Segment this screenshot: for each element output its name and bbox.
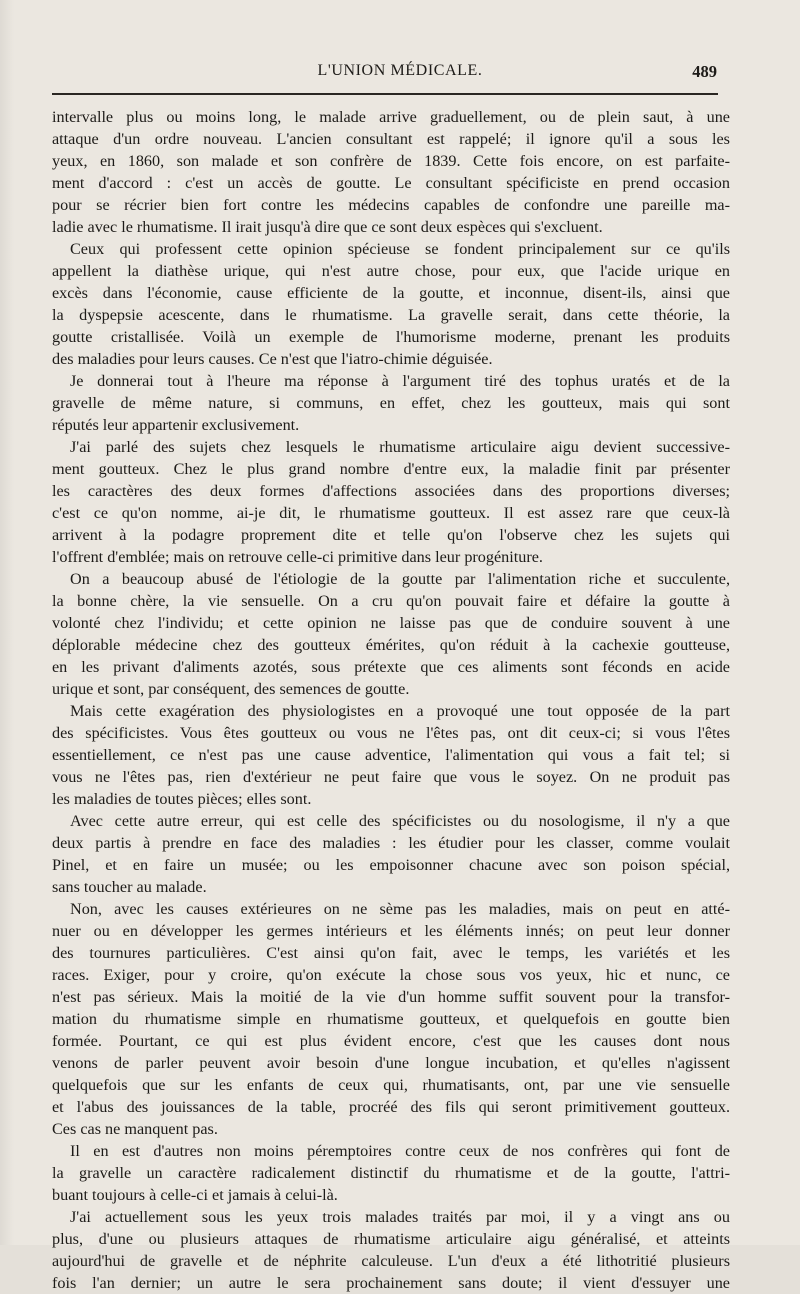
text-line: c'est ce qu'on nomme, ai-je dit, le rhumatisme goutteux. Il est assez rare que ceux-là bbox=[52, 504, 730, 522]
text-line: quelquefois que sur les enfants de ceux qui, rhumatisants, ont, par une vie sensuelle bbox=[52, 1076, 730, 1094]
text-line: Je donnerai tout à l'heure ma réponse à l'argument tiré des tophus uratés et de la bbox=[70, 372, 730, 390]
text-line: en les privant d'aliments azotés, sous prétexte que ces aliments sont féconds en acide bbox=[52, 658, 730, 676]
text-line: gravelle de même nature, si communs, en effet, chez les goutteux, mais qui sont bbox=[52, 394, 730, 412]
text-line: J'ai actuellement sous les yeux trois malades traités par moi, il y a vingt ans ou bbox=[70, 1208, 730, 1226]
text-line: nuer ou en développer les germes intérieurs et les éléments innés; on peut leur donner bbox=[52, 922, 730, 940]
text-line: Avec cette autre erreur, qui est celle des spécificistes ou du nosologisme, il n'y a que bbox=[70, 812, 730, 830]
text-line: plus, d'une ou plusieurs attaques de rhumatisme articulaire aigu généralisé, et atteints bbox=[52, 1230, 730, 1248]
text-line: attaque d'un ordre nouveau. L'ancien consultant est rappelé; il ignore qu'il a sous les bbox=[52, 130, 730, 148]
text-line: sans toucher au malade. bbox=[52, 878, 207, 896]
text-line: urique et sont, par conséquent, des semences de goutte. bbox=[52, 680, 410, 698]
text-line: aujourd'hui de gravelle et de néphrite calculeuse. L'un d'eux a été lithotritié plusieurs bbox=[52, 1252, 730, 1270]
text-line: Ces cas ne manquent pas. bbox=[52, 1120, 218, 1138]
text-line: ladie avec le rhumatisme. Il irait jusqu'à dire que ce sont deux espèces qui s'excluent. bbox=[52, 218, 603, 236]
text-line: la gravelle un caractère radicalement distinctif du rhumatisme et de la goutte, l'attri- bbox=[52, 1164, 730, 1182]
text-line: ment goutteux. Chez le plus grand nombre d'entre eux, la maladie finit par présenter bbox=[52, 460, 730, 478]
text-line: et l'abus des jouissances de la table, procréé des fils qui seront primitivement goutteux. bbox=[52, 1098, 730, 1116]
text-line: goutte cristallisée. Voilà un exemple de l'humorisme moderne, prenant les produits bbox=[52, 328, 730, 346]
text-line: excès dans l'économie, cause efficiente de la goutte, et inconnue, disent-ils, ainsi que bbox=[52, 284, 730, 302]
journal-title: L'UNION MÉDICALE. bbox=[317, 62, 483, 79]
text-line: réputés leur appartenir exclusivement. bbox=[52, 416, 300, 434]
text-line: la bonne chère, la vie sensuelle. On a cru qu'on pouvait faire et défaire la goutte à bbox=[52, 592, 730, 610]
text-line: buant toujours à celle-ci et jamais à celui-là. bbox=[52, 1186, 338, 1204]
text-line: Pinel, et en faire un musée; ou les empoisonner chacune avec son poison spécial, bbox=[52, 856, 730, 874]
text-line: ment d'accord : c'est un accès de goutte. Le consultant spécificiste en prend occasion bbox=[52, 174, 730, 192]
text-line: déplorable médecine chez des goutteux émérites, qu'on réduit à la cachexie goutteuse, bbox=[52, 636, 730, 654]
text-line: Ceux qui professent cette opinion spécieuse se fondent principalement sur ce qu'ils bbox=[70, 240, 730, 258]
text-line: les caractères des deux formes d'affections associées dans des proportions diverses; bbox=[52, 482, 730, 500]
page-edge-shadow bbox=[0, 0, 14, 1245]
text-line: On a beaucoup abusé de l'étiologie de la goutte par l'alimentation riche et succulente, bbox=[70, 570, 730, 588]
text-line: venons de parler peuvent avoir besoin d'une longue incubation, et qu'elles n'agissent bbox=[52, 1054, 730, 1072]
text-line: pour se récrier bien fort contre les médecins capables de confondre une pareille ma- bbox=[52, 196, 730, 214]
text-line: des maladies pour leurs causes. Ce n'est que l'iatro-chimie déguisée. bbox=[52, 350, 493, 368]
text-line: n'est pas sérieux. Mais la moitié de la vie d'un homme suffit souvent pour la transfor- bbox=[52, 988, 730, 1006]
text-line: des spécificistes. Vous êtes goutteux ou vous ne l'êtes pas, ont dit ceux-ci; si vous l'êtes bbox=[52, 724, 730, 742]
text-line: l'offrent d'emblée; mais on retrouve celle-ci primitive dans leur progéniture. bbox=[52, 548, 543, 566]
text-line: essentiellement, ce n'est pas une cause adventice, l'alimentation qui vous a fait tel; si bbox=[52, 746, 730, 764]
text-line: formée. Pourtant, ce qui est plus évident encore, c'est que les causes dont nous bbox=[52, 1032, 730, 1050]
text-line: intervalle plus ou moins long, le malade arrive graduellement, ou de plein saut, à une bbox=[52, 108, 730, 126]
text-line: Mais cette exagération des physiologistes en a provoqué une tout opposée de la part bbox=[70, 702, 730, 720]
running-head bbox=[0, 62, 800, 86]
text-line: les maladies de toutes pièces; elles sont. bbox=[52, 790, 312, 808]
text-line: Non, avec les causes extérieures on ne sème pas les maladies, mais on peut en atté- bbox=[70, 900, 730, 918]
text-line: volonté chez l'individu; et cette opinion ne laisse pas que de conduire souvent à une bbox=[52, 614, 730, 632]
text-line: races. Exiger, pour y croire, qu'on exécute la chose sous vos yeux, hic et nunc, ce bbox=[52, 966, 730, 984]
body-text bbox=[52, 106, 730, 1294]
text-line: fois l'an dernier; un autre le sera prochainement sans doute; il vient d'essuyer une bbox=[52, 1274, 730, 1292]
text-line: mation du rhumatisme simple en rhumatisme goutteux, et quelquefois en goutte bien bbox=[52, 1010, 730, 1028]
text-line: arrivent à la podagre proprement dite et telle qu'on l'observe chez les sujets qui bbox=[52, 526, 730, 544]
text-line: la dyspepsie acescente, dans le rhumatisme. La gravelle serait, dans cette théorie, la bbox=[52, 306, 730, 324]
text-line: deux partis à prendre en face des maladies : les étudier pour les classer, comme voulait bbox=[52, 834, 730, 852]
text-line: des tournures particulières. C'est ainsi qu'on fait, avec le temps, les variétés et les bbox=[52, 944, 730, 962]
text-line: vous ne l'êtes pas, rien d'extérieur ne peut faire que vous le soyez. On ne produit pas bbox=[52, 768, 730, 786]
text-line: appellent la diathèse urique, qui n'est autre chose, pour eux, que l'acide urique en bbox=[52, 262, 730, 280]
text-line: J'ai parlé des sujets chez lesquels le rhumatisme articulaire aigu devient successive- bbox=[70, 438, 730, 456]
page-number: 489 bbox=[692, 62, 717, 81]
text-line: Il en est d'autres non moins péremptoires contre ceux de nos confrères qui font de bbox=[70, 1142, 730, 1160]
header-rule bbox=[52, 93, 718, 95]
text-line: yeux, en 1860, son malade et son confrère de 1839. Cette fois encore, on est parfaite- bbox=[52, 152, 730, 170]
